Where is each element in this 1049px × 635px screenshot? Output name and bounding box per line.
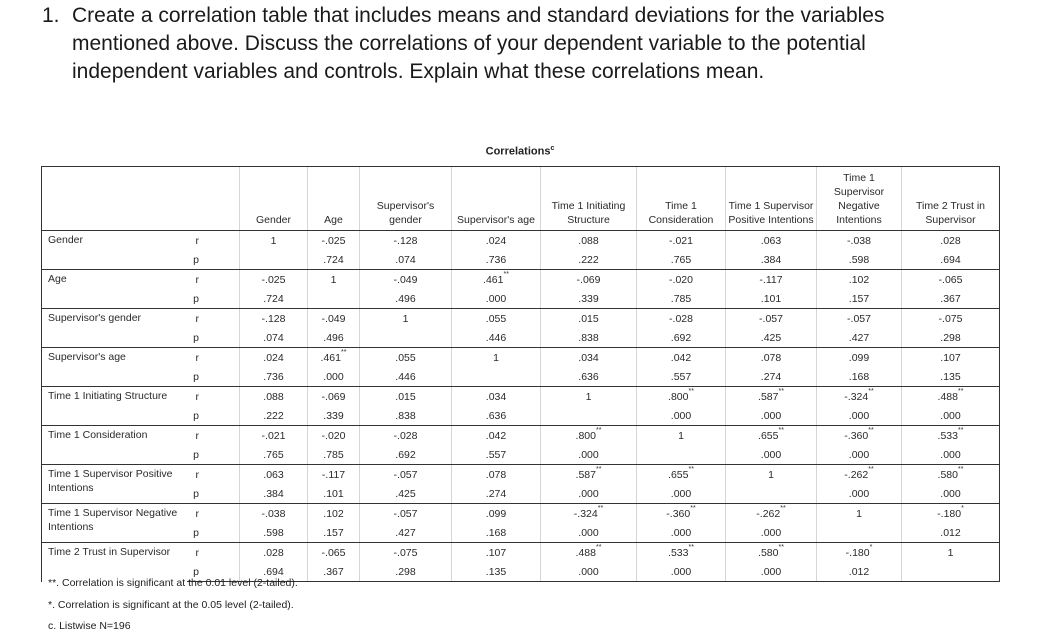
significance-marker: **: [868, 387, 874, 395]
table-cell: 1: [308, 270, 360, 290]
table-cell: .425: [360, 484, 452, 504]
table-cell: .557: [452, 445, 541, 465]
table-row: [42, 504, 1000, 524]
table-cell: .078: [452, 465, 541, 485]
table-cell: .000: [637, 562, 726, 582]
table-cell: -.128: [240, 309, 308, 329]
table-cell: .157: [308, 523, 360, 543]
column-header: Time 1 Consideration: [637, 167, 726, 231]
table-cell: .598: [240, 523, 308, 543]
table-cell: .339: [308, 406, 360, 426]
stat-label: r: [187, 270, 240, 290]
table-cell: -.038: [240, 504, 308, 524]
table-cell: .088: [240, 387, 308, 407]
stat-label: r: [187, 465, 240, 485]
table-cell: .655**: [637, 465, 726, 485]
table-cell: -.057: [360, 504, 452, 524]
table-cell: .015: [541, 309, 637, 329]
table-cell: .580**: [726, 543, 817, 563]
stat-label: p: [187, 445, 240, 465]
table-cell: .000: [817, 484, 902, 504]
table-cell: .102: [817, 270, 902, 290]
significance-marker: *: [961, 504, 964, 512]
table-cell: -.075: [360, 543, 452, 563]
table-cell: -.262**: [817, 465, 902, 485]
significance-marker: **: [780, 504, 786, 512]
table-cell: .055: [452, 309, 541, 329]
row-label: Time 1 Supervisor Negative Intentions: [42, 504, 187, 543]
table-cell: .107: [902, 348, 1000, 368]
table-cell: .636: [452, 406, 541, 426]
stat-label: r: [187, 426, 240, 446]
table-cell: .339: [541, 289, 637, 309]
significance-marker: **: [778, 543, 784, 551]
table-cell: .102: [308, 504, 360, 524]
column-header: Time 1 Supervisor Positive Intentions: [726, 167, 817, 231]
significance-marker: **: [868, 465, 874, 473]
footnote-3: c. Listwise N=196: [48, 620, 131, 632]
table-row: [42, 426, 1000, 446]
significance-marker: **: [688, 465, 694, 473]
table-cell: .446: [360, 367, 452, 387]
table-title: [420, 145, 620, 158]
table-cell: .274: [452, 484, 541, 504]
table-cell: .000: [817, 445, 902, 465]
table-cell: .000: [541, 523, 637, 543]
table-cell: .042: [637, 348, 726, 368]
significance-marker: **: [778, 387, 784, 395]
table-cell: .000: [541, 562, 637, 582]
table-cell: .765: [240, 445, 308, 465]
table-title-superscript: c: [550, 145, 555, 152]
table-cell: .533**: [902, 426, 1000, 446]
stat-label: p: [187, 250, 240, 270]
table-cell: .461**: [308, 348, 360, 368]
table-header-row: [42, 167, 1000, 231]
table-cell: 1: [902, 543, 1000, 563]
row-label: Age: [42, 270, 187, 309]
table-cell: -.021: [637, 231, 726, 251]
table-cell: .135: [452, 562, 541, 582]
stat-label: p: [187, 406, 240, 426]
table-cell: -.065: [308, 543, 360, 563]
table-cell: .000: [726, 562, 817, 582]
table-cell: -.180*: [817, 543, 902, 563]
table-cell: .000: [541, 484, 637, 504]
stat-label: p: [187, 289, 240, 309]
table-cell: .063: [240, 465, 308, 485]
table-cell: .000: [308, 367, 360, 387]
table-cell: .724: [240, 289, 308, 309]
table-cell: .446: [452, 328, 541, 348]
table-cell: .168: [452, 523, 541, 543]
significance-marker: **: [778, 426, 784, 434]
stat-label: p: [187, 523, 240, 543]
significance-marker: **: [690, 504, 696, 512]
table-cell: -.057: [726, 309, 817, 329]
correlation-table: [41, 166, 1000, 582]
table-cell: 1: [726, 465, 817, 485]
table-cell: .461**: [452, 270, 541, 290]
table-cell: .427: [360, 523, 452, 543]
table-cell: -.324**: [817, 387, 902, 407]
table-cell: .488**: [541, 543, 637, 563]
table-cell: -.028: [360, 426, 452, 446]
table-row: [42, 387, 1000, 407]
table-cell: -.069: [541, 270, 637, 290]
row-label: Supervisor's age: [42, 348, 187, 387]
table-cell: .785: [308, 445, 360, 465]
table-cell: [360, 328, 452, 348]
table-cell: -.180*: [902, 504, 1000, 524]
row-label: Gender: [42, 231, 187, 270]
table-cell: -.324**: [541, 504, 637, 524]
table-cell: .063: [726, 231, 817, 251]
table-cell: -.069: [308, 387, 360, 407]
table-cell: .000: [817, 406, 902, 426]
table-cell: .012: [902, 523, 1000, 543]
table-cell: [817, 523, 902, 543]
table-cell: .000: [726, 445, 817, 465]
table-row: [42, 270, 1000, 290]
table-cell: .496: [308, 328, 360, 348]
table-cell: [308, 289, 360, 309]
significance-marker: **: [340, 348, 347, 356]
table-cell: .074: [240, 328, 308, 348]
table-cell: .000: [637, 523, 726, 543]
table-cell: .427: [817, 328, 902, 348]
table-cell: .765: [637, 250, 726, 270]
table-row: [42, 543, 1000, 563]
table-cell: .107: [452, 543, 541, 563]
table-cell: .838: [541, 328, 637, 348]
table-cell: .135: [902, 367, 1000, 387]
table-cell: 1: [360, 309, 452, 329]
table-cell: [541, 406, 637, 426]
table-row: [42, 465, 1000, 485]
table-cell: -.262**: [726, 504, 817, 524]
table-cell: .800**: [541, 426, 637, 446]
significance-marker: **: [688, 543, 694, 551]
table-body: [42, 231, 1000, 582]
table-cell: .838: [360, 406, 452, 426]
significance-marker: **: [503, 270, 509, 278]
table-cell: .580**: [902, 465, 1000, 485]
table-cell: .557: [637, 367, 726, 387]
table-cell: .088: [541, 231, 637, 251]
header-corner: [42, 167, 240, 231]
table-cell: .222: [240, 406, 308, 426]
stat-label: p: [187, 484, 240, 504]
table-cell: -.360**: [637, 504, 726, 524]
table-cell: .000: [452, 289, 541, 309]
table-cell: 1: [452, 348, 541, 368]
table-cell: -.117: [308, 465, 360, 485]
table-cell: -.025: [308, 231, 360, 251]
question-text: Create a correlation table that includes means and standard deviations for the variables mentioned above. Discuss the correlations of your dependent variable to the potential independent variables and controls. Explain what these correlations mean.: [72, 4, 885, 83]
row-label: Supervisor's gender: [42, 309, 187, 348]
table-cell: -.360**: [817, 426, 902, 446]
significance-marker: **: [868, 426, 874, 434]
table-cell: -.128: [360, 231, 452, 251]
table-cell: -.075: [902, 309, 1000, 329]
table-cell: .736: [240, 367, 308, 387]
table-cell: .736: [452, 250, 541, 270]
table-cell: .024: [452, 231, 541, 251]
column-header: Time 2 Trust in Supervisor: [902, 167, 1000, 231]
table-cell: .015: [360, 387, 452, 407]
table-cell: [637, 445, 726, 465]
table-cell: -.020: [308, 426, 360, 446]
stat-label: p: [187, 367, 240, 387]
significance-marker: **: [957, 465, 964, 473]
table-cell: .785: [637, 289, 726, 309]
table-cell: .000: [726, 406, 817, 426]
table-cell: -.025: [240, 270, 308, 290]
table-cell: .000: [726, 523, 817, 543]
table-title-text: Correlations: [485, 145, 551, 158]
table-cell: .000: [637, 406, 726, 426]
table-cell: .078: [726, 348, 817, 368]
stat-label: r: [187, 504, 240, 524]
column-header: Supervisor's age: [452, 167, 541, 231]
table-cell: .692: [360, 445, 452, 465]
table-cell: .074: [360, 250, 452, 270]
question-number: 1.: [42, 4, 60, 27]
table-cell: .055: [360, 348, 452, 368]
table-cell: .012: [817, 562, 902, 582]
significance-marker: **: [957, 426, 964, 434]
table-cell: .034: [452, 387, 541, 407]
table-cell: -.038: [817, 231, 902, 251]
table-cell: .367: [902, 289, 1000, 309]
table-row: [42, 231, 1000, 251]
table-cell: .000: [902, 484, 1000, 504]
table-cell: .000: [902, 406, 1000, 426]
table-cell: .101: [726, 289, 817, 309]
table-cell: .274: [726, 367, 817, 387]
table-cell: .425: [726, 328, 817, 348]
significance-marker: **: [688, 387, 694, 395]
significance-marker: **: [595, 465, 602, 473]
table-cell: .298: [360, 562, 452, 582]
column-header: Gender: [240, 167, 308, 231]
table-cell: 1: [240, 231, 308, 251]
table-cell: [240, 250, 308, 270]
table-cell: -.049: [360, 270, 452, 290]
table-cell: .724: [308, 250, 360, 270]
table-cell: -.020: [637, 270, 726, 290]
stat-label: p: [187, 328, 240, 348]
column-header: Supervisor's gender: [360, 167, 452, 231]
table-cell: .042: [452, 426, 541, 446]
table-cell: .692: [637, 328, 726, 348]
table-cell: .694: [240, 562, 308, 582]
footnote-2: *. Correlation is significant at the 0.05 level (2-tailed).: [48, 599, 294, 611]
table-cell: -.065: [902, 270, 1000, 290]
row-label: Time 1 Initiating Structure: [42, 387, 187, 426]
footnote-1: **. Correlation is significant at the 0.01 level (2-tailed).: [48, 577, 298, 589]
table-cell: .099: [817, 348, 902, 368]
significance-marker: **: [595, 426, 602, 434]
table-cell: .694: [902, 250, 1000, 270]
table-cell: -.057: [817, 309, 902, 329]
significance-marker: *: [869, 543, 873, 551]
table-cell: .636: [541, 367, 637, 387]
row-label: Time 1 Consideration: [42, 426, 187, 465]
stat-label: r: [187, 231, 240, 251]
table-cell: .384: [726, 250, 817, 270]
column-header: Time 1 Initiating Structure: [541, 167, 637, 231]
table-cell: .587**: [726, 387, 817, 407]
table-cell: .222: [541, 250, 637, 270]
table-cell: [452, 367, 541, 387]
table-cell: .384: [240, 484, 308, 504]
table-cell: -.021: [240, 426, 308, 446]
table-cell: .367: [308, 562, 360, 582]
significance-marker: **: [595, 543, 602, 551]
table-cell: -.049: [308, 309, 360, 329]
table-cell: .533**: [637, 543, 726, 563]
table-cell: .168: [817, 367, 902, 387]
table-cell: .157: [817, 289, 902, 309]
table-cell: [902, 562, 1000, 582]
row-label: Time 1 Supervisor Positive Intentions: [42, 465, 187, 504]
table-cell: 1: [637, 426, 726, 446]
table-cell: 1: [817, 504, 902, 524]
table-cell: .000: [902, 445, 1000, 465]
table-cell: .101: [308, 484, 360, 504]
table-cell: .587**: [541, 465, 637, 485]
column-header: Time 1 Supervisor Negative Intentions: [817, 167, 902, 231]
table-cell: -.117: [726, 270, 817, 290]
table-cell: .496: [360, 289, 452, 309]
column-header: Age: [308, 167, 360, 231]
table-cell: [726, 484, 817, 504]
table-row: [42, 309, 1000, 329]
stat-label: r: [187, 387, 240, 407]
row-label: Time 2 Trust in Supervisor: [42, 543, 187, 582]
significance-marker: **: [597, 504, 604, 512]
stat-label: p: [187, 562, 240, 582]
table-cell: .099: [452, 504, 541, 524]
stat-label: r: [187, 543, 240, 563]
table-cell: 1: [541, 387, 637, 407]
table-cell: .655**: [726, 426, 817, 446]
table-cell: -.028: [637, 309, 726, 329]
table-cell: .000: [541, 445, 637, 465]
table-cell: -.057: [360, 465, 452, 485]
table-cell: .488**: [902, 387, 1000, 407]
table-cell: .028: [240, 543, 308, 563]
table-cell: .024: [240, 348, 308, 368]
table-cell: .034: [541, 348, 637, 368]
table-cell: .298: [902, 328, 1000, 348]
table-cell: .028: [902, 231, 1000, 251]
table-cell: .598: [817, 250, 902, 270]
table-row: [42, 348, 1000, 368]
table-cell: .800**: [637, 387, 726, 407]
stat-label: r: [187, 309, 240, 329]
table-cell: .000: [637, 484, 726, 504]
significance-marker: **: [957, 387, 964, 395]
stat-label: r: [187, 348, 240, 368]
